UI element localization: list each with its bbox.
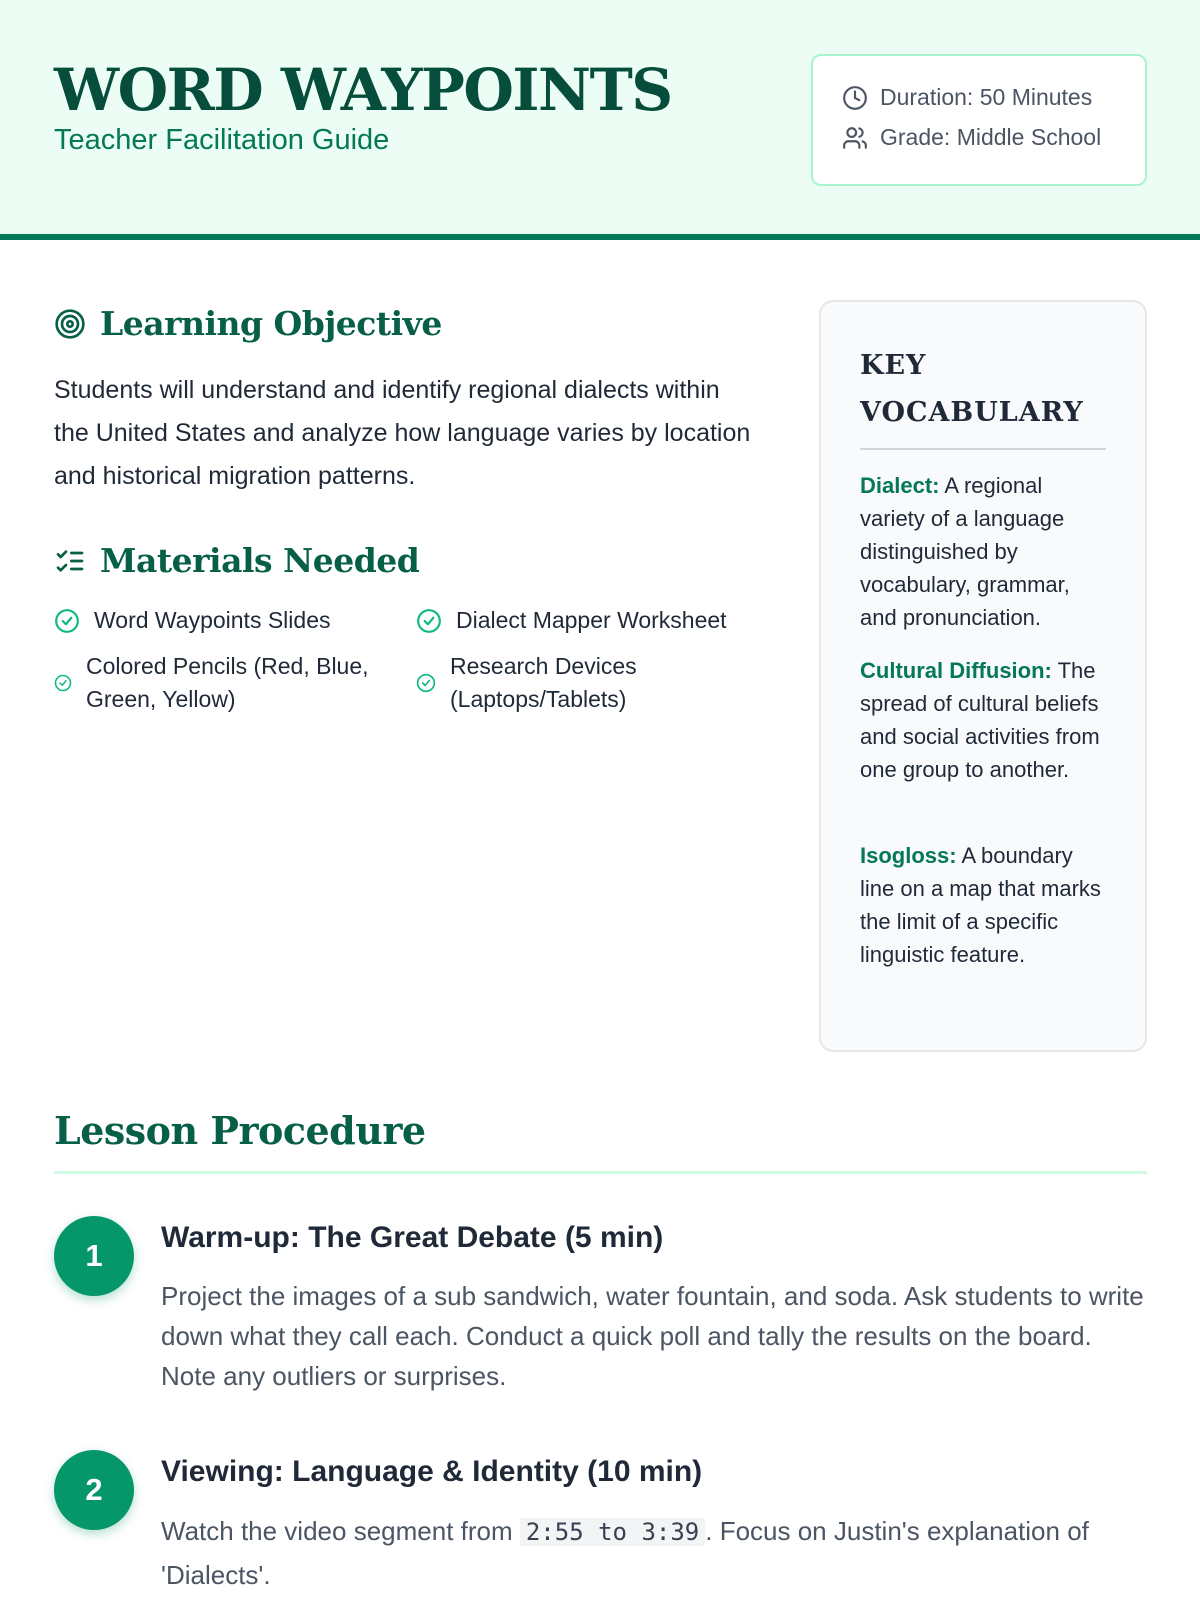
material-item (416, 650, 776, 716)
step-title: Warm-up: The Great Debate (5 min) (161, 1221, 664, 1254)
procedure-divider (54, 1171, 1147, 1174)
material-label: Word Waypoints Slides (94, 607, 331, 633)
vocabulary-card (819, 300, 1147, 1052)
material-item (54, 650, 394, 716)
check-circle-icon (54, 674, 72, 692)
guide-title: WORD WAYPOINTS (54, 56, 672, 124)
vocab-term (860, 839, 1112, 971)
clock-icon (842, 85, 868, 111)
step-text: . Focus on Justin's explanation of 'Dialects'. (161, 1516, 1089, 1590)
check-circle-icon (416, 608, 442, 634)
checklist-icon (54, 545, 86, 577)
material-item (416, 604, 776, 637)
materials-heading-text: Materials Needed (100, 541, 420, 580)
step-title: Viewing: Language & Identity (10 min) (161, 1455, 703, 1488)
step-description: Project the images of a sub sandwich, water fountain, and soda. Ask students to write down what they call each. Conduct a quick poll and tally the results on the board. Note any outliers or surprises. (161, 1281, 1144, 1391)
step-number-badge: 1 (54, 1216, 134, 1296)
objective-heading-text: Learning Objective (100, 304, 442, 343)
material-label: Dialect Mapper Worksheet (456, 607, 727, 633)
procedure-heading: Lesson Procedure (54, 1108, 426, 1153)
step-number-badge: 2 (54, 1450, 134, 1530)
duration-text: Duration: 50 Minutes (880, 84, 1093, 110)
users-icon (842, 125, 868, 151)
grade-text: Grade: Middle School (880, 124, 1102, 150)
vocab-term-definition: A regional variety of a language distinguished by vocabulary, grammar, and pronunciation. (860, 473, 1070, 630)
vocabulary-heading: KEY VOCABULARY (860, 350, 1084, 428)
vocab-term-definition: A boundary line on a map that marks the limit of a specific linguistic feature. (860, 843, 1101, 967)
duration-row (842, 84, 1092, 111)
material-label: Research Devices (Laptops/Tablets) (450, 653, 637, 712)
vocab-term-label: Cultural Diffusion: (860, 658, 1052, 683)
material-item (54, 604, 394, 637)
vocab-term-label: Isogloss: (860, 843, 957, 868)
objective-text: Students will understand and identify regional dialects within the United States and analyze how language varies by location and historical migration patterns. (54, 376, 751, 490)
header-banner (0, 0, 1200, 240)
vocab-term-definition: The spread of cultural beliefs and social activities from one group to another. (860, 658, 1100, 782)
grade-row (842, 124, 1101, 151)
lesson-meta-card (811, 54, 1147, 186)
check-circle-icon (416, 673, 436, 693)
check-circle-icon (54, 608, 80, 634)
step-text: Watch the video segment from (161, 1516, 520, 1546)
step-description (161, 1510, 1146, 1597)
vocab-term (860, 654, 1112, 786)
vocabulary-divider (860, 448, 1106, 450)
materials-heading (54, 541, 419, 580)
timestamp-code: 2:55 to 3:39 (520, 1518, 705, 1546)
vocab-term (860, 469, 1112, 634)
objective-heading (54, 304, 442, 343)
target-icon (54, 308, 86, 340)
material-label: Colored Pencils (Red, Blue, Green, Yellow) (86, 653, 369, 712)
guide-subtitle: Teacher Facilitation Guide (54, 124, 390, 156)
vocab-term-label: Dialect: (860, 473, 940, 498)
